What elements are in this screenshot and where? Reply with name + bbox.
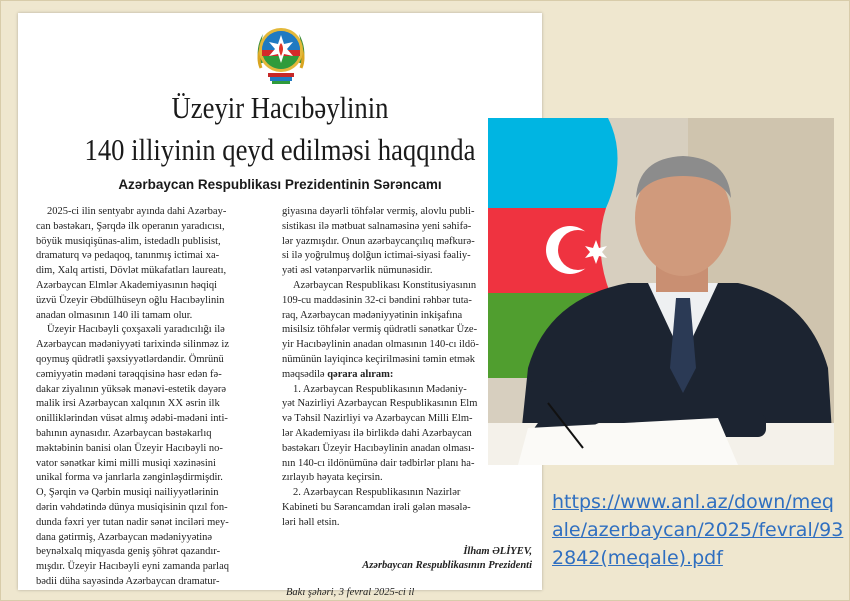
text-line: yir Hacıbəylinin anadan olmasının 140-cı ildö- [282, 339, 479, 351]
text-line: 109-cu maddəsinin 32-ci bəndini rəhbər tuta- [282, 294, 472, 306]
signature-title: Azərbaycan Respublikasının Prezidenti [362, 560, 532, 572]
photo-illustration [488, 118, 834, 465]
text-line: giyasına dəyərli töhfələr vermiş, alovlu publi- [282, 206, 475, 217]
text-line: can bəstəkarı, Şərqdə ilk operanın yaradıcısı, [36, 220, 225, 232]
text-line: üzvü Üzeyir Əbdülhüseyn oğlu Hacıbəylinin [36, 294, 225, 306]
spacer [282, 531, 532, 545]
decree-document [18, 13, 542, 599]
text-line: anadan olmasının 140 ili tamam olur. [36, 309, 193, 321]
text-line: və Təhsil Nazirliyi və Azərbaycan Milli Elm- [282, 413, 473, 425]
text-line: məktəbinin banisi olan Üzeyir Hacıbəyli no- [36, 442, 223, 454]
text-line: Üzeyir Hacıbəyli çoxşaxəli yaradıcılığı ilə [47, 324, 225, 336]
text-line: bəstəkarı Üzeyir Hacıbəylinin anadan olması- [282, 442, 475, 454]
text-line: bahının aynasıdır. Azərbaycan bəstəkarlıq [36, 427, 212, 439]
decree-left-column [36, 205, 284, 590]
text-line: si ilə yoğrulmuş dolğun ictimai-siyasi fəaliy- [282, 250, 471, 262]
text-line: misilsiz töhfələr vermiş qüdrətli sənətkar Üze- [282, 324, 478, 336]
document-title-line-2: 140 illiyinin qeyd edilməsi haqqında [84, 132, 476, 167]
spacer [282, 574, 532, 586]
text-line: sistikası ilə mətbuat salnaməsinə yeni səhifə- [282, 220, 472, 232]
decision-phrase: qərara alıram: [327, 368, 394, 380]
text-line: məqsədilə [282, 368, 325, 380]
place-and-date: Bakı şəhəri, 3 fevral 2025-ci il [286, 587, 415, 599]
source-link[interactable] [552, 488, 842, 572]
text-line: dərin vəhdətində dünya musiqisinin qızıl fon- [36, 501, 228, 513]
text-line: malik irsi Azərbaycan xalqının XX əsrin ilk [36, 398, 220, 410]
signature-name: İlham ƏLİYEV, [463, 545, 532, 557]
text-line: O, Şərqin və Qərbin musiqi nailiyyətlərinin [36, 487, 219, 499]
text-line: onilliklərindən vüsət almış ədəbi-mədəni inti- [36, 413, 228, 425]
document-subtitle: Azərbaycan Respublikası Prezidentinin Sərəncamı [118, 177, 442, 192]
text-line: ləri həll etsin. [282, 516, 340, 528]
text-line: 2025-ci ilin sentyabr ayında dahi Azərbay- [47, 206, 227, 217]
text-line: dramaturq və pedaqoq, tanınmış ictimai xa- [36, 250, 220, 262]
source-link-line-1[interactable]: https://www.anl.az/down/meq [552, 491, 834, 513]
president-signing-photo [488, 118, 834, 465]
text-line: 1. Azərbaycan Respublikasının Mədəniy- [293, 383, 467, 395]
text-line: Azərbaycan Respublikası Konstitusiyasının [293, 279, 477, 291]
text-line: lər yazmışdır. Onun azərbaycançılıq məfkurə- [282, 235, 475, 247]
text-line: nümünün layiqincə keçirilməsini təmin etmək [282, 353, 476, 365]
text-line: dim, Xalq artisti, Dövlət mükafatları laureatı, [36, 265, 227, 277]
text-line: lər Akademiyası ilə birlikdə dahi Azərbaycan [282, 427, 472, 439]
text-line: Azərbaycan Elmlər Akademiyasının həqiqi [36, 279, 218, 291]
text-line: beynəlxalq miqyasda geniş şöhrət qazandır- [36, 546, 221, 558]
text-line: cəmiyyətin mədəni tərəqqisinə həsr edən fə- [36, 368, 222, 380]
text-line: dana gətirmiş, Azərbaycan mədəniyyətinə [36, 531, 213, 543]
text-line: nın 140-cı ildönümünə dair tədbirlər planı ha- [282, 457, 475, 469]
document-title-line-1: Üzeyir Hacıbəylinin [171, 90, 389, 125]
text-line: mışdır. Üzeyir Hacıbəyli eyni zamanda parlaq [36, 561, 230, 573]
text-line: dakar ziyalının yüksək mənəvi-estetik dəyərə [36, 383, 227, 395]
text-line: unikal forma və janrlarla zənginləşdirmişdir. [36, 472, 223, 484]
text-line: yəti əsl vətənpərvərlik nümunəsidir. [282, 265, 433, 277]
text-line: zırlayıb həyata keçirsin. [282, 472, 383, 484]
text-line: böyük musiqişünas-alim, istedadlı publisist, [36, 235, 221, 247]
source-link-line-3[interactable]: 2842(meqale).pdf [552, 547, 723, 569]
state-emblem-icon [251, 18, 311, 88]
text-line: yət Nazirliyi Azərbaycan Respublikasının Elm [282, 398, 478, 410]
source-link-line-2[interactable]: ale/azerbaycan/2025/fevral/93 [552, 519, 844, 541]
text-line: 2. Azərbaycan Respublikasının Nazirlər [293, 487, 461, 499]
text-line: raq, Azərbaycan mədəniyyətinin inkişafına [282, 309, 463, 321]
text-line: bədii düha sayəsində Azərbaycan dramatur- [36, 575, 220, 587]
text-line: qoymuş qüdrətli şəxsiyyətlərdəndir. Ömrünü [36, 353, 224, 365]
text-line: Kabineti bu Sərəncamdan irəli gələn məsələ- [282, 501, 471, 513]
text-line: vator sənətkar kimi milli musiqi xəzinəsini [36, 457, 216, 469]
text-line: dunda fəxri yer tutan nadir sənət inciləri mey- [36, 516, 229, 528]
text-line: Azərbaycan mədəniyyəti tarixində silinməz iz [36, 339, 230, 351]
